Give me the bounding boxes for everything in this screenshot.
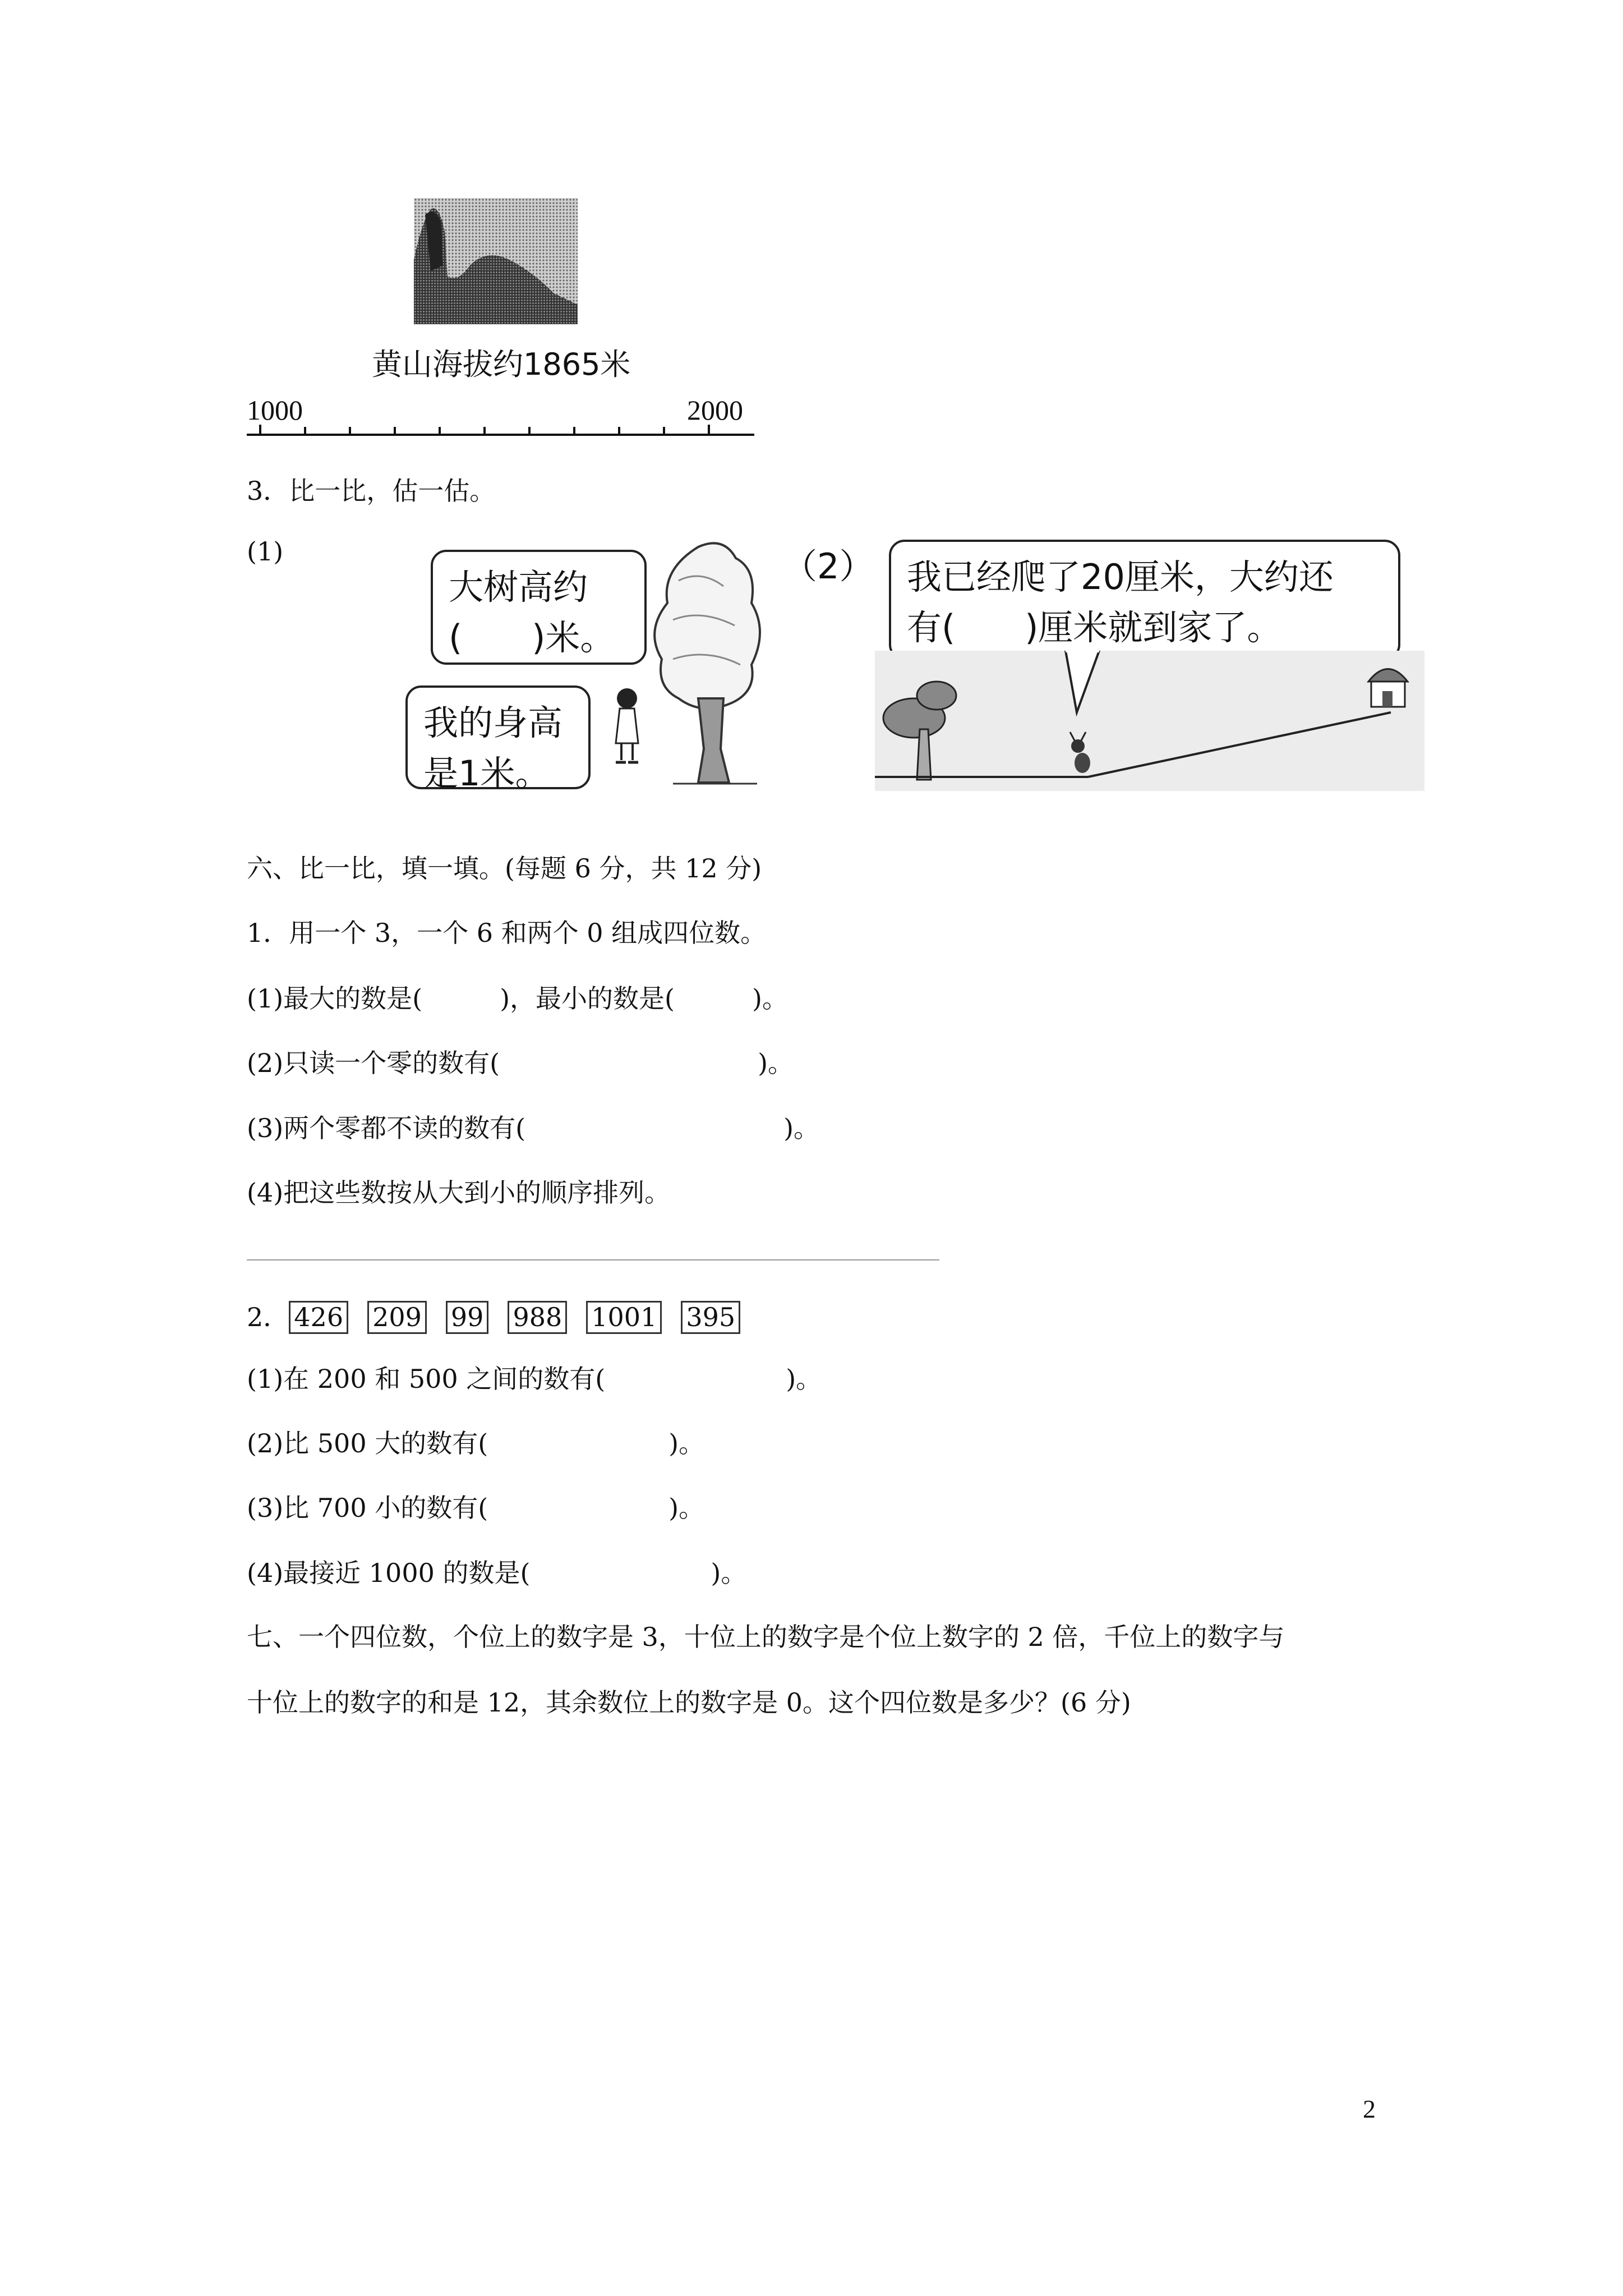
section7-line1: 七、一个四位数，个位上的数字是 3，十位上的数字是个位上数字的 2 倍，千位上的数字与: [247, 1622, 1285, 1652]
mountain-caption: 黄山海拔约1865米: [372, 347, 631, 382]
ant-distance-bubble: [889, 540, 1400, 660]
section6-q1-title: 1．用一个 3，一个 6 和两个 0 组成四位数。: [247, 918, 767, 948]
number-card: 209: [367, 1301, 427, 1334]
section6-title: 六、比一比，填一填。(每题 6 分，共 12 分): [247, 853, 762, 884]
girl-bubble-line2: 是1米。: [423, 752, 550, 794]
q3-sub1-label: (1): [247, 536, 284, 567]
section7-line2: 十位上的数字的和是 12，其余数位上的数字是 0。这个四位数是多少？(6 分): [247, 1687, 1131, 1718]
section6-q2-1: (1)在 200 和 500 之间的数有( )。: [247, 1364, 822, 1394]
girl-height-bubble: [405, 685, 591, 794]
section6-q2-2: (2)比 500 大的数有( )。: [247, 1428, 705, 1458]
number-card: 395: [681, 1301, 740, 1334]
ruler-start-label: 1000: [247, 394, 303, 426]
tree-bubble-line1: 大树高约: [449, 567, 588, 608]
section6-q2-prefix: 2．: [247, 1302, 289, 1332]
mountain-photo: [414, 198, 578, 324]
q3-sub2-label: （2）: [782, 546, 874, 587]
section6-q2-header: [247, 1301, 759, 1334]
mushroom-house-figure: [1368, 669, 1408, 707]
number-card: 99: [446, 1301, 489, 1334]
ruler-end-label: 2000: [687, 394, 743, 426]
tree-and-girl-illustration: [589, 536, 780, 794]
page-number: 2: [1363, 2095, 1376, 2123]
ant-bubble-line1: 我已经爬了20厘米，大约还: [907, 556, 1334, 597]
section6-q2-3: (3)比 700 小的数有( )。: [247, 1493, 705, 1523]
girl-figure: [616, 688, 638, 762]
girl-bubble-line1: 我的身高: [423, 702, 563, 743]
ant-scene-illustration: [875, 651, 1424, 791]
section6-q1-1: (1)最大的数是( )，最小的数是( )。: [247, 983, 788, 1014]
section6-q1-4: (4)把这些数按从大到小的顺序排列。: [247, 1177, 671, 1208]
ant-bubble-line2: 有( )厘米就到家了。: [907, 606, 1282, 648]
number-card: 1001: [586, 1301, 662, 1334]
q3-title: 3．比一比，估一估。: [247, 476, 496, 506]
section6-q2-4: (4)最接近 1000 的数是( )。: [247, 1558, 747, 1588]
section6-q1-2: (2)只读一个零的数有( )。: [247, 1048, 794, 1078]
tree-figure: [654, 543, 760, 784]
number-card: 426: [289, 1301, 348, 1334]
section6-q1-3: (3)两个零都不读的数有( )。: [247, 1113, 820, 1143]
answer-line: [247, 1259, 939, 1260]
number-ruler: [247, 418, 757, 440]
number-card: 988: [508, 1301, 567, 1334]
tree-bubble-line2: ( )米。: [449, 616, 615, 658]
